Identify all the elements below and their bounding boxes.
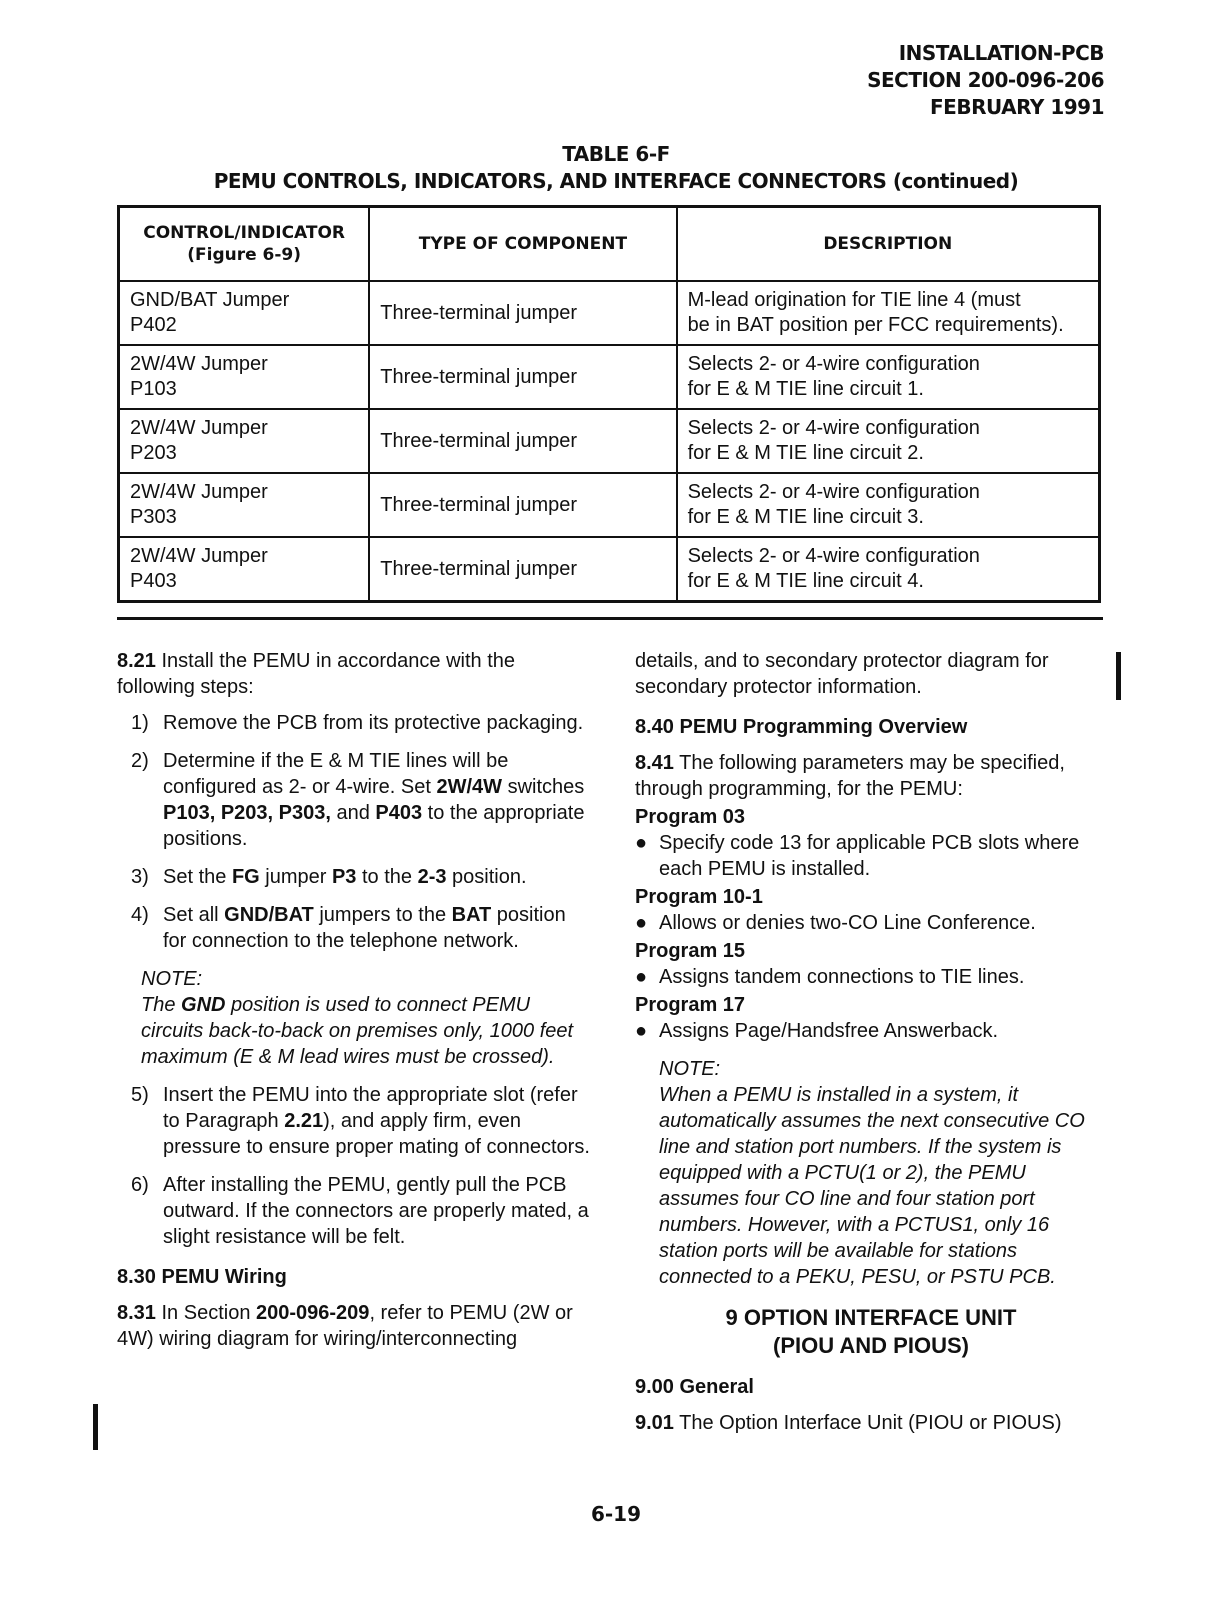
header-control-label: CONTROL/INDICATOR [143, 223, 346, 243]
heading-8-30: 8.30 PEMU Wiring [117, 1266, 287, 1288]
section-9-heading [635, 1304, 1107, 1360]
paragraph-8-31 [117, 1300, 591, 1352]
text-run: Determine if the E & M TIE lines will be configured as 2- or 4-wire. Set [163, 750, 509, 798]
heading-8-40: 8.40 PEMU Programming Overview [635, 716, 968, 738]
step-text: Remove the PCB from its protective packaging. [163, 712, 584, 734]
paragraph-number: 8.21 [117, 650, 156, 672]
description-line: for E & M TIE line circuit 1. [687, 378, 924, 400]
program-10-1-label: Program 10-1 [635, 886, 763, 908]
control-id: P203 [130, 442, 177, 464]
control-cell [119, 409, 370, 473]
paragraph-text: The Option Interface Unit (PIOU or PIOUS) [673, 1412, 1062, 1434]
text-run: position for connection to the telephone network. [163, 904, 566, 952]
text-run: Set the [163, 866, 232, 888]
text-bold: P403 [375, 802, 423, 824]
program-17-label: Program 17 [635, 994, 746, 1016]
section-divider [117, 617, 1103, 620]
control-id: P303 [130, 506, 177, 528]
table-row [119, 345, 1100, 409]
description-line: Selects 2- or 4-wire configuration [687, 481, 980, 503]
header-type-of-component: TYPE OF COMPONENT [369, 207, 676, 282]
gnd-note [141, 966, 591, 1070]
paragraph-9-01 [635, 1410, 1107, 1436]
paragraph-number: 8.31 [117, 1302, 156, 1324]
type-cell: Three-terminal jumper [369, 473, 676, 537]
description-cell [677, 345, 1100, 409]
step-text [163, 1082, 591, 1160]
bullet-text: Assigns tandem connections to TIE lines. [659, 966, 1025, 988]
change-bar [1116, 652, 1121, 700]
step-text: After installing the PEMU, gently pull the PCB outward. If the connectors are properly mated, a slight resistance will be felt. [163, 1174, 589, 1248]
paragraph-text: Install the PEMU in accordance with the following steps: [117, 650, 515, 698]
header-description: DESCRIPTION [677, 207, 1100, 282]
description-line: for E & M TIE line circuit 2. [687, 442, 924, 464]
bullet-icon: ● [635, 1020, 648, 1042]
program-03-label: Program 03 [635, 806, 746, 828]
description-cell [677, 537, 1100, 602]
control-name: 2W/4W Jumper [130, 417, 268, 439]
step-1 [131, 710, 591, 736]
step-number: 5) [131, 1084, 149, 1106]
table-label: TABLE 6-F [562, 142, 670, 166]
table-row [119, 281, 1100, 345]
header-control-indicator [119, 207, 370, 282]
text-bold: 2-3 [417, 866, 447, 888]
control-name: 2W/4W Jumper [130, 353, 268, 375]
control-name: 2W/4W Jumper [130, 545, 268, 567]
pemu-controls-table [117, 205, 1101, 603]
step-2 [131, 748, 591, 852]
section-title: 9 OPTION INTERFACE UNIT [725, 1305, 1017, 1330]
table-row [119, 537, 1100, 602]
text-bold: FG [231, 866, 260, 888]
text-run: In Section [155, 1302, 256, 1324]
step-number: 6) [131, 1174, 149, 1196]
bullet-icon: ● [635, 912, 648, 934]
description-line: Selects 2- or 4-wire configuration [687, 353, 980, 375]
document-header [867, 40, 1104, 121]
control-id: P103 [130, 378, 177, 400]
header-section: SECTION 200-096-206 [867, 68, 1104, 92]
text-run: position. [446, 866, 527, 888]
description-line: Selects 2- or 4-wire configuration [687, 417, 980, 439]
page-number: 6-19 [590, 1502, 642, 1526]
type-cell: Three-terminal jumper [369, 537, 676, 602]
text-run: Insert the PEMU into the appropriate slot (refer to Paragraph [163, 1084, 578, 1132]
step-5 [131, 1082, 591, 1160]
heading-9-00: 9.00 General [635, 1376, 754, 1398]
paragraph-8-21 [117, 648, 591, 700]
bullet-icon: ● [635, 832, 648, 854]
table-title: PEMU CONTROLS, INDICATORS, AND INTERFACE CONNECTORS (continued) [213, 169, 1019, 193]
control-cell [119, 345, 370, 409]
paragraph-number: 9.01 [635, 1412, 674, 1434]
type-cell: Three-terminal jumper [369, 409, 676, 473]
text-run: ), and apply firm, even pressure to ensure proper mating of connectors. [163, 1110, 590, 1158]
step-text [163, 902, 591, 954]
change-bar [93, 1404, 98, 1450]
text-bold: P3 [331, 866, 357, 888]
section-subtitle: (PIOU AND PIOUS) [773, 1333, 969, 1358]
step-text [163, 864, 591, 890]
description-cell [677, 281, 1100, 345]
text-bold: GND [181, 994, 226, 1016]
header-date: FEBRUARY 1991 [930, 95, 1104, 119]
note-text [141, 992, 591, 1070]
description-line: Selects 2- or 4-wire configuration [687, 545, 980, 567]
step-number: 4) [131, 904, 149, 926]
note-label: NOTE: [659, 1058, 721, 1080]
left-column [117, 648, 591, 1362]
text-run: The [141, 994, 182, 1016]
step-number: 2) [131, 750, 149, 772]
text-run: position is used to connect PEMU circuits back-to-back on premises only, 1000 feet maximum (E & M lead wires must be crossed). [141, 994, 574, 1068]
control-cell [119, 537, 370, 602]
note-label: NOTE: [141, 968, 203, 990]
text-run: jumper [259, 866, 332, 888]
right-column [635, 648, 1107, 1446]
description-cell [677, 409, 1100, 473]
type-cell: Three-terminal jumper [369, 281, 676, 345]
bullet-text: Specify code 13 for applicable PCB slots where each PEMU is installed. [659, 832, 1080, 880]
step-number: 1) [131, 712, 149, 734]
control-name: GND/BAT Jumper [130, 289, 290, 311]
control-id: P402 [130, 314, 177, 336]
text-bold: P103, P203, P303, [163, 802, 331, 824]
description-line: for E & M TIE line circuit 4. [687, 570, 924, 592]
program-03-item [635, 830, 1107, 882]
text-bold: BAT [451, 904, 492, 926]
paragraph-number: 8.41 [635, 752, 674, 774]
text-bold: 2.21 [284, 1110, 324, 1132]
paragraph-8-41 [635, 750, 1107, 802]
text-run: and [330, 802, 376, 824]
program-15-item [635, 964, 1107, 990]
description-line: M-lead origination for TIE line 4 (must [687, 289, 1021, 311]
description-line: for E & M TIE line circuit 3. [687, 506, 924, 528]
control-cell [119, 473, 370, 537]
type-cell: Three-terminal jumper [369, 345, 676, 409]
text-bold: 200-096-209 [256, 1302, 370, 1324]
bullet-text: Allows or denies two-CO Line Conference. [659, 912, 1036, 934]
text-run: to the appropriate positions. [163, 802, 585, 850]
program-17-item [635, 1018, 1107, 1044]
step-number: 3) [131, 866, 149, 888]
program-15-label: Program 15 [635, 940, 746, 962]
bullet-text: Assigns Page/Handsfree Answerback. [659, 1020, 999, 1042]
text-run: to the [356, 866, 418, 888]
step-6 [131, 1172, 591, 1250]
pemu-note [659, 1056, 1107, 1290]
header-figure-ref: (Figure 6-9) [187, 245, 302, 265]
note-text: When a PEMU is installed in a system, it automatically assumes the next consecutive CO line and station port numbers. If the system is equipped with a PCTU(1 or 2), the PEMU assumes four CO line and four station port numbers. However, with a PCTUS1, only 16 station ports will be available for stations connected to a PEKU, PESU, or PSTU PCB. [659, 1084, 1085, 1288]
description-line: be in BAT position per FCC requirements). [687, 314, 1064, 336]
text-run: Set all [163, 904, 225, 926]
paragraph-continuation: details, and to secondary protector diagram for secondary protector information. [635, 650, 1049, 698]
text-bold: 2W/4W [436, 776, 503, 798]
step-3 [131, 864, 591, 890]
paragraph-text: The following parameters may be specified, through programming, for the PEMU: [635, 752, 1065, 800]
control-id: P403 [130, 570, 177, 592]
step-4 [131, 902, 591, 954]
table-row [119, 473, 1100, 537]
control-cell [119, 281, 370, 345]
text-run: jumpers to the [313, 904, 452, 926]
header-installation: INSTALLATION-PCB [898, 41, 1104, 65]
text-run: switches [502, 776, 585, 798]
step-text [163, 748, 591, 852]
program-10-1-item [635, 910, 1107, 936]
bullet-icon: ● [635, 966, 648, 988]
table-row [119, 409, 1100, 473]
description-cell [677, 473, 1100, 537]
control-name: 2W/4W Jumper [130, 481, 268, 503]
text-bold: GND/BAT [224, 904, 314, 926]
table-header-row [119, 207, 1100, 282]
text-run: , refer to PEMU (2W or 4W) wiring diagram for wiring/interconnecting [117, 1302, 573, 1350]
